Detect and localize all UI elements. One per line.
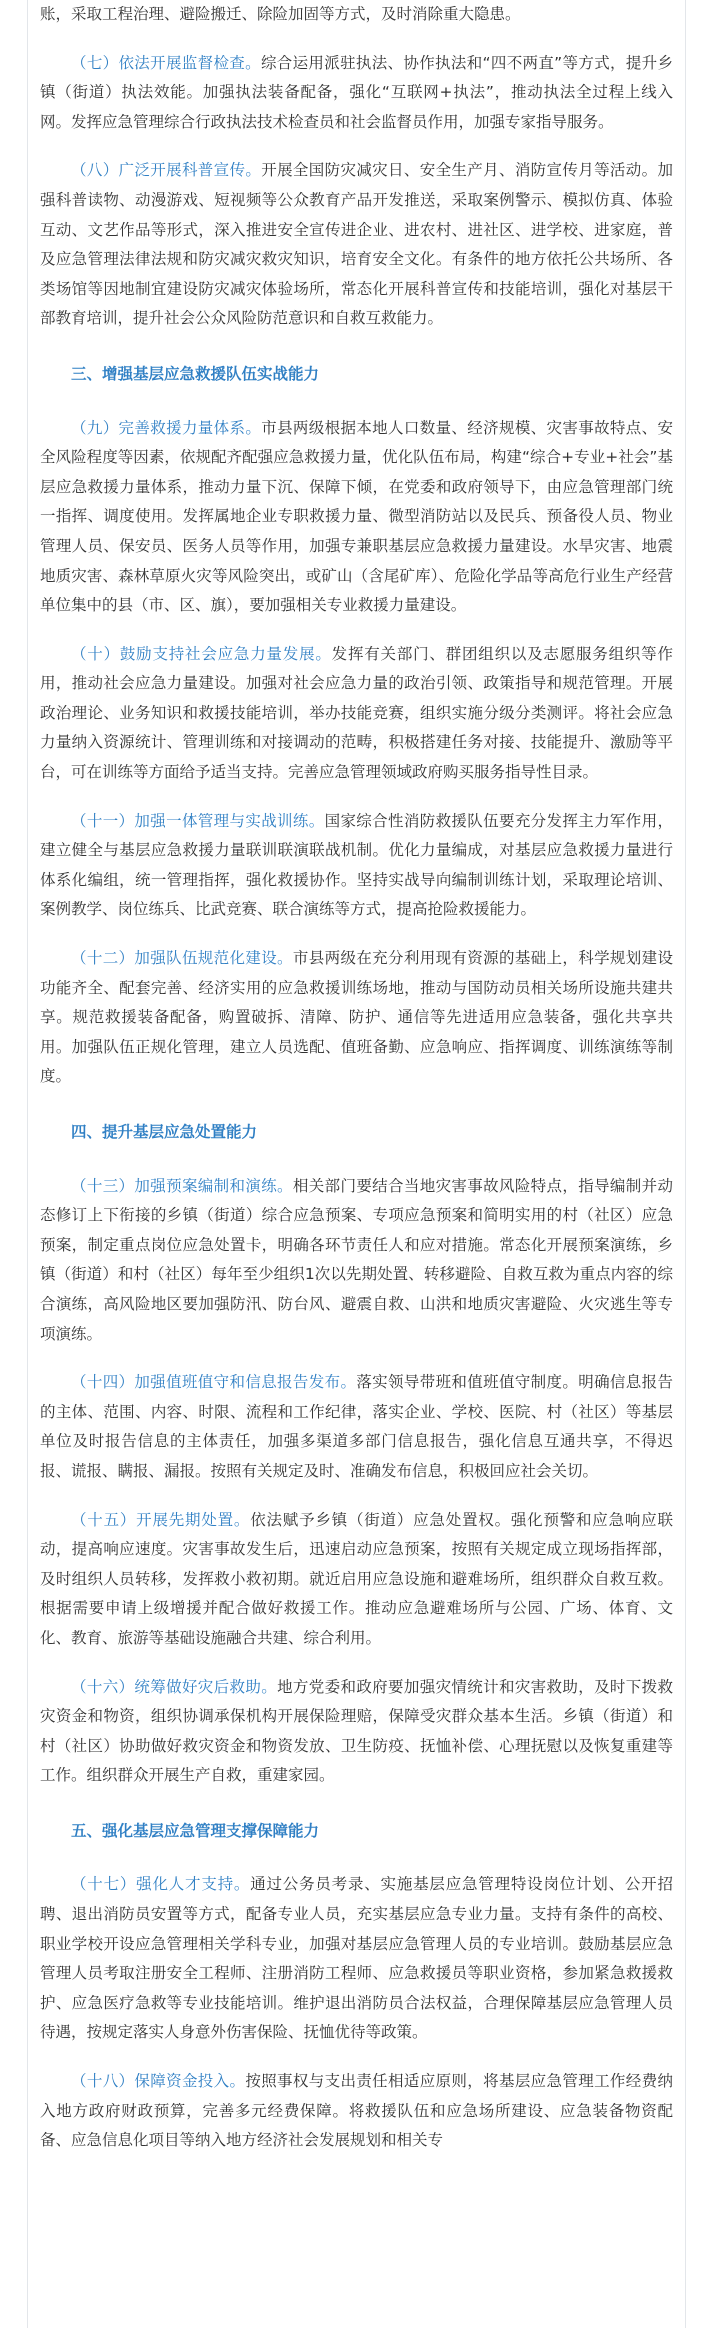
paragraph-subtitle: （十一）加强一体管理与实战训练。 — [71, 811, 325, 830]
section-heading: 三、增强基层应急救援队伍实战能力 — [71, 364, 320, 383]
paragraph-text: 市县两级在充分利用现有资源的基础上，科学规划建设功能齐全、配套完善、经济实用的应急救援训练场地，推动与国防动员相关场所设施共建共享。规范救援装备配备，购置破拆、清障、防护、通信等先进适用应急装备，强化共享共用。加强队伍正规化管理，建立人员选配、值班备勤、应急响应、指挥调度、训练演练等制度。 — [40, 949, 673, 1086]
article-paragraph — [40, 640, 673, 788]
article-paragraph — [40, 414, 673, 621]
paragraph-subtitle: （九）完善救援力量体系。 — [71, 418, 262, 437]
paragraph-text: 市县两级根据本地人口数量、经济规模、灾害事故特点、安全风险程度等因素，依规配齐配强应急救援力量，优化队伍布局，构建“综合+专业+社会”基层应急救援力量体系，推动力量下沉、保障下倾，在党委和政府领导下，由应急管理部门统一指挥、调度使用。发挥属地企业专职救援力量、微型消防站以及民兵、预备役人员、物业管理人员、保安员、医务人员等作用，加强专兼职基层应急救援力量建设。水旱灾害、地震地质灾害、森林草原火灾等风险突出，或矿山（含尾矿库）、危险化学品等高危行业生产经营单位集中的县（市、区、旗），要加强相关专业救援力量建设。 — [40, 418, 673, 615]
right-border — [685, 0, 686, 2328]
section-heading: 五、强化基层应急管理支撑保障能力 — [71, 1821, 320, 1840]
paragraph-text: 国家综合性消防救援队伍要充分发挥主力军作用，建立健全与基层应急救援力量联训联演联战机制。优化力量编成，对基层应急救援力量进行体系化编组，统一管理指挥，强化救援协作。坚持实战导向编制训练计划，采取理论培训、案例教学、岗位练兵、比武竞赛、联合演练等方式，提高抢险救援能力。 — [40, 811, 673, 919]
paragraph-text: 按照事权与支出责任相适应原则，将基层应急管理工作经费纳入地方政府财政预算，完善多元经费保障。将救援队伍和应急场所建设、应急装备物资配备、应急信息化项目等纳入地方经济社会发展规划和相关专 — [40, 2072, 673, 2150]
paragraph-text: 发挥有关部门、群团组织以及志愿服务组织等作用，推动社会应急力量建设。加强对社会应急力量的政治引领、政策指导和规范管理。开展政治理论、业务知识和救援技能培训，举办技能竞赛，组织实施分级分类测评。将社会应急力量纳入资源统计、管理训练和对接调动的范畴，积极搭建任务对接、技能提升、激励等平台，可在训练等方面给予适当支持。完善应急管理领域政府购买服务指导性目录。 — [40, 644, 673, 782]
paragraph-text: 开展全国防灾减灾日、安全生产月、消防宣传月等活动。加强科普读物、动漫游戏、短视频等公众教育产品开发推送，采取案例警示、模拟仿真、体验互动、文艺作品等形式，深入推进安全宣传进企业、进农村、进社区、进学校、进家庭，普及应急管理法律法规和防灾减灾救灾知识，培育安全文化。有条件的地方依托公共场所、各类场馆等因地制宜建设防灾减灾体验场所，常态化开展科普宣传和技能培训，强化对基层干部教育培训，提升社会公众风险防范意识和自救互救能力。 — [40, 161, 673, 328]
intro-fragment: 账，采取工程治理、避险搬迁、除险加固等方式，及时消除重大隐患。 — [40, 5, 521, 23]
article-body — [40, 0, 673, 2156]
left-border — [27, 0, 28, 2328]
paragraph-text: 综合运用派驻执法、协作执法和“四不两直”等方式，提升乡镇（街道）执法效能。加强执法装备配备，强化“互联网+执法”，推动执法全过程上线入网。发挥应急管理综合行政执法技术检查员和社会监督员作用，加强专家指导服务。 — [40, 53, 673, 131]
paragraph-subtitle: （十八）保障资金投入。 — [71, 2072, 246, 2091]
paragraph-subtitle: （八）广泛开展科普宣传。 — [71, 161, 262, 180]
paragraph-subtitle: （十七）强化人才支持。 — [71, 1875, 251, 1894]
paragraph-subtitle: （七）依法开展监督检查。 — [71, 53, 261, 72]
paragraph-subtitle: （十六）统筹做好灾后救助。 — [71, 1677, 278, 1696]
paragraph-text: 相关部门要结合当地灾害事故风险特点，指导编制并动态修订上下衔接的乡镇（街道）综合应急预案、专项应急预案和简明实用的村（社区）应急预案，制定重点岗位应急处置卡，明确各环节责任人和应对措施。常态化开展预案演练，乡镇（街道）和村（社区）每年至少组织1次以先期处置、转移避险、自救互救为重点内容的综合演练，高风险地区要加强防汛、防台风、避震自救、山洪和地质灾害避险、火灾逃生等专项演练。 — [40, 1176, 673, 1343]
paragraph-text: 依法赋予乡镇（街道）应急处置权。强化预警和应急响应联动，提高响应速度。灾害事故发生后，迅速启动应急预案，按照有关规定成立现场指挥部，及时组织人员转移，发挥救小救初期。就近启用应急设施和避难场所，组织群众自救互救。根据需要申请上级增援并配合做好救援工作。推动应急避难场所与公园、广场、体育、文化、教育、旅游等基础设施融合共建、综合利用。 — [40, 1510, 673, 1647]
article-paragraph — [40, 1368, 673, 1486]
paragraph-subtitle: （十三）加强预案编制和演练。 — [71, 1176, 293, 1195]
paragraph-subtitle: （十四）加强值班值守和信息报告发布。 — [71, 1373, 357, 1392]
paragraph-subtitle: （十）鼓励支持社会应急力量发展。 — [71, 644, 332, 663]
paragraph-text: 地方党委和政府要加强灾情统计和灾害救助，及时下拨救灾资金和物资，组织协调承保机构开展保险理赔，保障受灾群众基本生活。乡镇（街道）和村（社区）协助做好救灾资金和物资发放、卫生防疫、抚恤补偿、心理抚慰以及恢复重建等工作。组织群众开展生产自救，重建家园。 — [40, 1677, 673, 1785]
article-paragraph — [40, 1673, 673, 1791]
section-heading: 四、提升基层应急处置能力 — [71, 1123, 258, 1141]
article-paragraph — [40, 1506, 673, 1654]
paragraph-text: 通过公务员考录、实施基层应急管理特设岗位计划、公开招聘、退出消防员安置等方式，配备专业人员，充实基层应急专业力量。支持有条件的高校、职业学校开设应急管理相关学科专业，加强对基层应急管理人员的专业培训。鼓励基层应急管理人员考取注册安全工程师、注册消防工程师、应急救援员等职业资格，参加紧急救援救护、应急医疗急救等专业技能培训。维护退出消防员合法权益，合理保障基层应急管理人员待遇，按规定落实人身意外伤害保险、抚恤优待等政策。 — [40, 1875, 673, 2042]
article-paragraph — [40, 1172, 673, 1350]
article-paragraph — [40, 1870, 673, 2048]
article-paragraph — [40, 807, 673, 925]
article-paragraph — [40, 156, 673, 334]
article-paragraph — [40, 49, 673, 138]
article-paragraph — [40, 2067, 673, 2156]
paragraph-subtitle: （十二）加强队伍规范化建设。 — [71, 949, 293, 968]
paragraph-text: 落实领导带班和值班值守制度。明确信息报告的主体、范围、内容、时限、流程和工作纪律，落实企业、学校、医院、村（社区）等基层单位及时报告信息的主体责任，加强多渠道多部门信息报告，强化信息互通共享，不得迟报、谎报、瞒报、漏报。按照有关规定及时、准确发布信息，积极回应社会关切。 — [40, 1373, 673, 1480]
article-paragraph — [40, 944, 673, 1092]
paragraph-subtitle: （十五）开展先期处置。 — [71, 1510, 251, 1529]
